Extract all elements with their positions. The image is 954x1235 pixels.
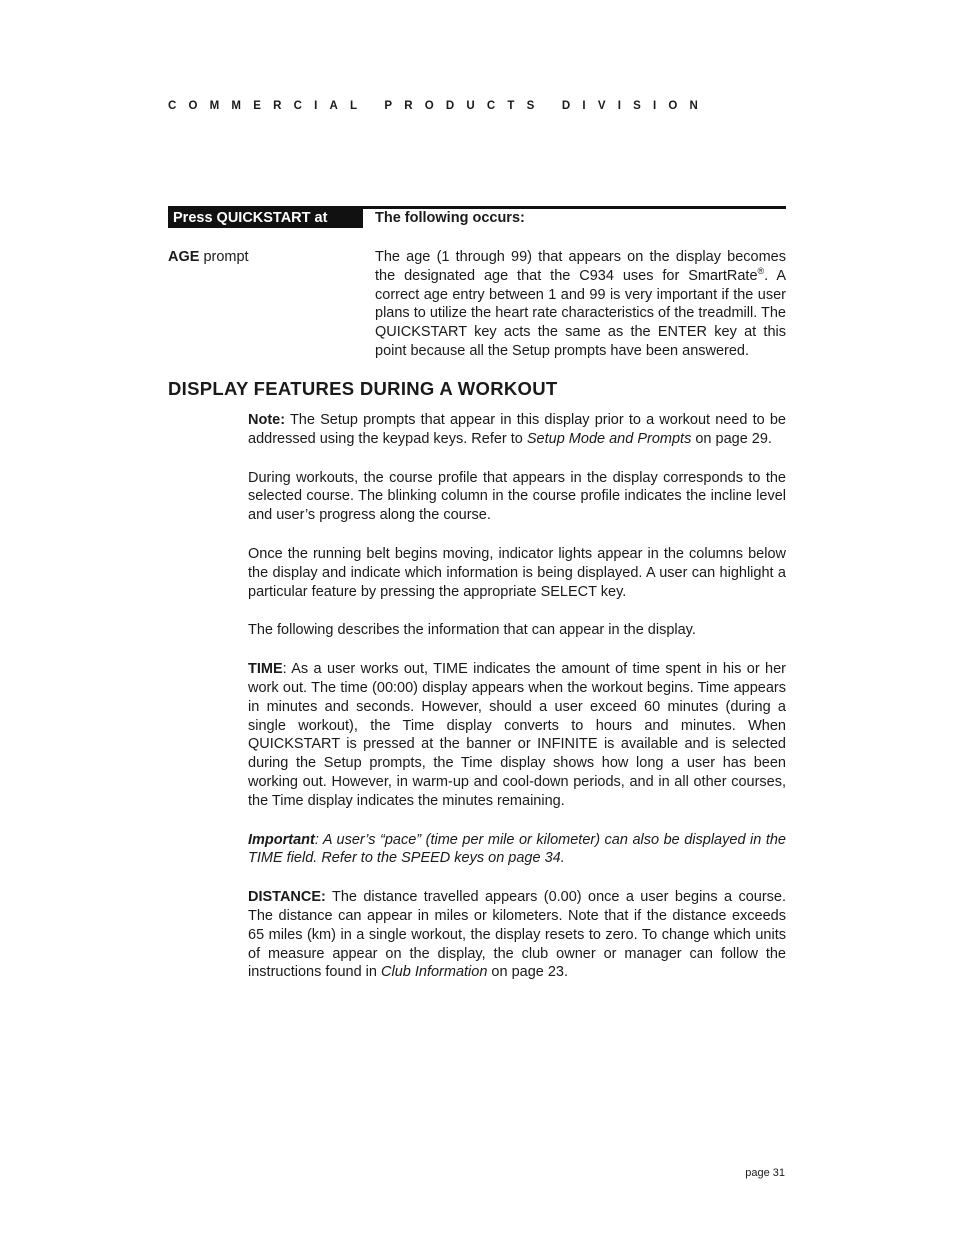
note-reference: Setup Mode and Prompts	[526, 430, 692, 447]
body-column	[248, 411, 786, 1002]
note-paragraph	[248, 411, 786, 449]
indicator-lights-paragraph: Once the running belt begins moving, indicator lights appear in the columns below the display and indicate which information is being displayed. A user can highlight a particular feature by pressing the appropriate SELECT key.	[248, 545, 786, 600]
note-end: on page 29.	[691, 430, 772, 447]
table-header-occurs: The following occurs:	[375, 210, 525, 226]
important-paragraph	[248, 831, 786, 869]
time-label: TIME	[248, 661, 283, 678]
table-header-press: Press QUICKSTART at	[168, 209, 363, 228]
important-text: : A user’s “pace” (time per mile or kilometer) can also be displayed in the TIME field. Refer to the SPEED keys on page 34.	[248, 831, 786, 867]
page-number: page 31	[745, 1167, 785, 1179]
age-label-bold: AGE	[168, 249, 200, 265]
age-desc-part2: . A correct age entry between 1 and 99 is very important if the user plans to utilize the heart rate characteristics of the treadmill. The QUICKSTART key acts the same as the ENTER key at this point because all the Setup prompts have been answered.	[375, 267, 786, 359]
registered-mark: ®	[757, 265, 765, 276]
age-prompt-description	[375, 248, 786, 361]
note-text: The Setup prompts that appear in this display prior to a workout need to be addressed using the keypad keys. Refer to	[248, 412, 786, 447]
age-label-rest: prompt	[199, 249, 249, 265]
distance-paragraph	[248, 888, 786, 982]
important-label: Important	[248, 831, 315, 848]
time-text: : As a user works out, TIME indicates the amount of time spent in his or her work out. The time (00:00) display appears when the workout begins. Time appears in minutes and seconds. However, should a user exceed 60 minutes (during a single workout), the Time display converts to hours and minutes. When QUICKSTART is pressed at the banner or INFINITE is available and is selected during the Setup prompts, the Time display shows how long a user has been working out. However, in warm-up and cool-down periods, and in all other courses, the Time display indicates the minutes remaining.	[248, 661, 786, 809]
time-paragraph	[248, 660, 786, 810]
intro-paragraph: The following describes the information that can appear in the display.	[248, 622, 696, 639]
course-profile-paragraph: During workouts, the course profile that appears in the display corresponds to the selected course. The blinking column in the course profile indicates the incline level and user’s progress along the course.	[248, 469, 786, 524]
distance-label: DISTANCE:	[248, 889, 326, 906]
age-desc-part1: The age (1 through 99) that appears on the display becomes the designated age that the C934 uses for SmartRate	[375, 249, 786, 284]
section-title: DISPLAY FEATURES DURING A WORKOUT	[168, 378, 558, 399]
distance-end: on page 23.	[487, 964, 569, 981]
distance-text: The distance travelled appears (0.00) once a user begins a course. The distance can appear in miles or kilometers. Note that if the distance exceeds 65 miles (km) in a single workout, the display resets to zero. To change which units of measure appear on the display, the club owner or manager can follow the instructions found in	[248, 889, 786, 981]
age-prompt-label	[168, 248, 249, 267]
distance-reference: Club Information	[381, 964, 488, 981]
note-label: Note:	[248, 412, 286, 428]
division-header: COMMERCIAL PRODUCTS DIVISION	[168, 100, 711, 112]
